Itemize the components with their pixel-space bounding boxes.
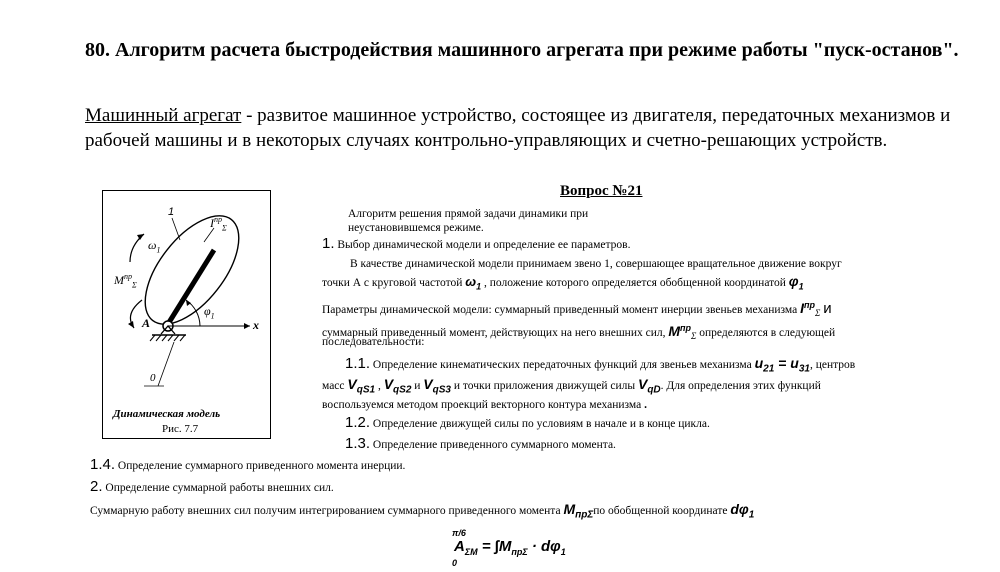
label-phi: $\varphi_1$ — [204, 304, 215, 321]
dynamic-model-diagram — [102, 190, 271, 439]
step-1-3: 1.3. Определение приведенного суммарного момента. — [345, 435, 616, 452]
step-1-4: 1.4. Определение суммарного приведенного момента инерции. — [90, 456, 406, 473]
label-point-a: A — [142, 316, 151, 330]
para-1-line-d: суммарный приведенный момент, действующих на него внешних сил, $M^{пр}_\Sigma$ определяются в следующей — [322, 322, 836, 342]
label-axis-x: x — [253, 318, 259, 332]
formula-upper-limit: π/6 — [452, 528, 466, 538]
page-title: 80. Алгоритм расчета быстродействия машинного агрегата при режиме работы "пуск-останов". — [85, 39, 959, 61]
intro-paragraph — [85, 103, 965, 153]
term-machine-unit: Машинный агрегат — [85, 105, 242, 126]
formula: $A_{\Sigma М} = \int M_{пр\Sigma} \cdot d\varphi_1$ — [454, 538, 566, 558]
para-1-line-c: Параметры динамической модели: суммарный приведенный момент инерции звеньев механизма $I^{пр}_\Sigma$ и — [322, 299, 832, 319]
formula-lower-limit: 0 — [452, 558, 458, 568]
label-inertia: $I^{пр}_\Sigma$ — [210, 215, 227, 233]
question-title: Вопрос №21 — [560, 183, 643, 199]
step-1-1-line-b: масс $V_{qS1}$ , $V_{qS2}$ и $V_{qS3}$ и точки приложения движущей силы $V_{qD}$. Для определения этих функций — [322, 376, 821, 396]
figure-number: Рис. 7.7 — [162, 423, 199, 435]
question-subtitle: Алгоритм решения прямой задачи динамики при неустановившемся режиме. — [348, 208, 589, 234]
step-1-1-line-c: воспользуемся методом проекций векторного контура механизма . — [322, 399, 647, 411]
para-1-line-b: точки А с круговой частотой $\omega_1$ , положение которого определяется обобщенной координатой $\varphi_1$ — [322, 273, 804, 292]
label-moment: $M^{пр}_\Sigma$ — [114, 272, 137, 290]
para-1-line-a: В качестве динамической модели принимаем звено 1, совершающее вращательное движение вокруг — [350, 258, 842, 270]
para-1-line-e: последовательности: — [322, 336, 425, 348]
step-2: 2. Определение суммарной работы внешних сил. — [90, 478, 334, 495]
para-2: Суммарную работу внешних сил получим интегрированием суммарного приведенного момента $M_{пр\Sigma}по$ обобщенной координате $d\varphi_1$ — [90, 501, 755, 521]
label-link-1: 1 — [168, 206, 175, 218]
step-1-2: 1.2. Определение движущей силы по условиям в начале и в конце цикла. — [345, 414, 710, 431]
label-omega: $\omega_1$ — [148, 238, 161, 255]
label-base-0: 0 — [150, 372, 156, 384]
step-1-1: 1.1. Определение кинематических передаточных функций для звеньев механизма $u_{21} = u_{31}$, центров — [345, 355, 856, 375]
figure-caption: Динамическая модель — [113, 408, 221, 420]
step-1: 1. Выбор динамической модели и определение ее параметров. — [322, 235, 631, 252]
intro-definition: - развитое машинное устройство, состоящее из двигателя, передаточных механизмов и рабочей машины и в некоторых случаях контрольно-управляющих и счетно-решающих устройств. — [85, 105, 951, 151]
